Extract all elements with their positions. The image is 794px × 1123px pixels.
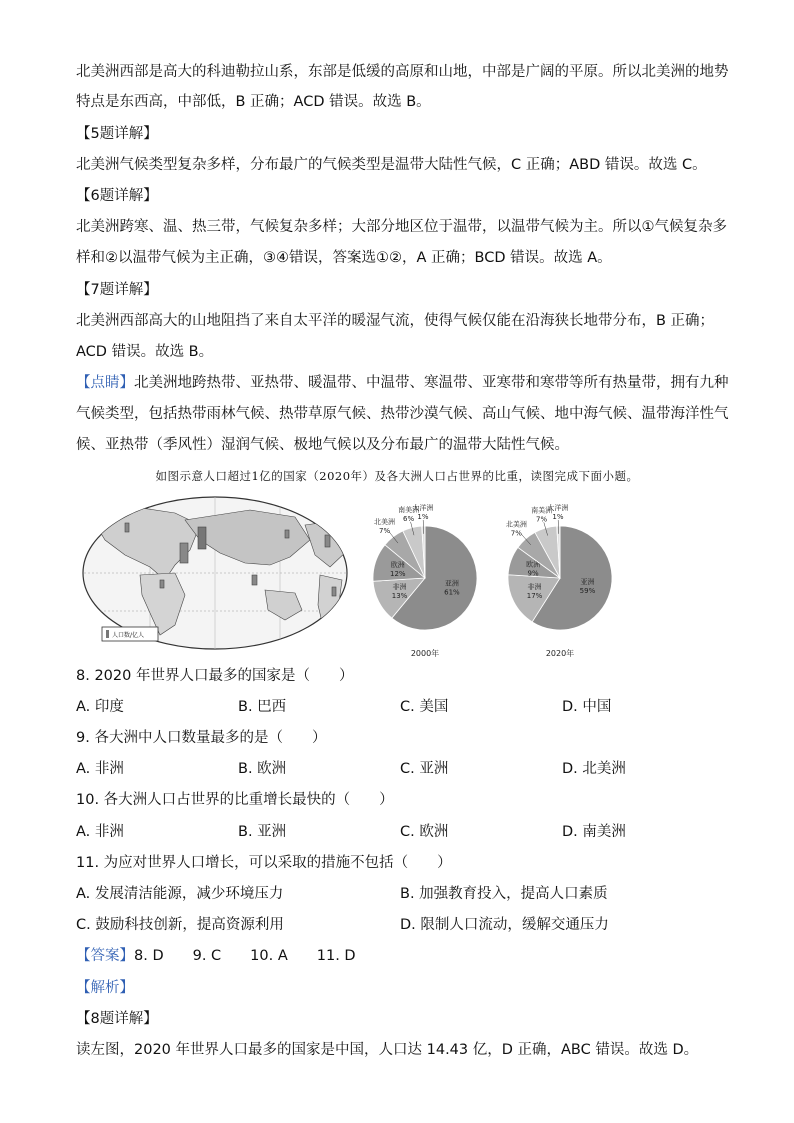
analysis-label: 【解析】 <box>76 980 134 996</box>
paragraph-line: 北美洲西部高大的山地阻挡了来自太平洋的暖湿气流，使得气候仅能在沿海狭长地带分布，B 正确； <box>76 313 715 329</box>
q9-option-b[interactable]: B. 欧洲 <box>238 761 287 777</box>
pie-label-南美洲: 南美洲 6% <box>398 506 420 524</box>
paragraph-line: ACD 错误。故选 B。 <box>76 344 214 360</box>
q10-option-d[interactable]: D. 南美洲 <box>562 824 626 840</box>
pie-label-亚洲: 亚洲 59% <box>579 577 596 595</box>
population-bar-china <box>198 527 206 549</box>
section-heading-8: 【8题详解】 <box>76 1011 158 1027</box>
pie-label-北美洲: 北美洲 7% <box>505 520 527 538</box>
q11-option-c[interactable]: C. 鼓励科技创新，提高资源利用 <box>76 917 284 933</box>
section-heading-7: 【7题详解】 <box>76 282 158 298</box>
pie-label-非洲: 非洲 17% <box>526 582 543 600</box>
map-legend-label: 人口数/亿人 <box>112 632 145 639</box>
figure-caption: 如图示意人口超过1亿的国家（2020年）及各大洲人口占世界的比重，读图完成下面小题。 <box>155 469 639 483</box>
pie-label-非洲: 非洲 13% <box>391 582 408 600</box>
pie-label-大洋洲: 大洋洲 1% <box>547 504 569 522</box>
q9-option-a[interactable]: A. 非洲 <box>76 761 124 777</box>
answer-label: 【答案】 <box>76 948 134 964</box>
q10-option-b[interactable]: B. 亚洲 <box>238 824 287 840</box>
pie-chart-title: 2000年 <box>410 649 440 658</box>
paragraph-line: 北美洲西部是高大的科迪勒拉山系，东部是低缓的高原和山地，中部是广阔的平原。所以北美洲的地势 <box>76 64 729 80</box>
pie-label-北美洲: 北美洲 7% <box>374 517 396 535</box>
q9-option-c[interactable]: C. 亚洲 <box>400 761 449 777</box>
pie-chart-2000 <box>355 500 495 662</box>
section-heading-5: 【5题详解】 <box>76 126 158 142</box>
q8-option-b[interactable]: B. 巴西 <box>238 699 287 715</box>
q9-option-d[interactable]: D. 北美洲 <box>562 761 626 777</box>
question-11-stem: 11. 为应对世界人口增长，可以采取的措施不包括（ ） <box>76 855 452 871</box>
q10-option-a[interactable]: A. 非洲 <box>76 824 124 840</box>
population-bar-india <box>180 543 188 563</box>
q10-option-c[interactable]: C. 欧洲 <box>400 824 449 840</box>
population-bar-nigeria <box>160 580 164 588</box>
paragraph-line: 北美洲气候类型复杂多样，分布最广的气候类型是温带大陆性气候，C 正确；ABD 错误。故选 C。 <box>76 157 707 173</box>
dianjing-line <box>76 373 729 393</box>
pie-label-亚洲: 亚洲 61% <box>444 579 460 597</box>
q8-option-c[interactable]: C. 美国 <box>400 699 449 715</box>
population-bar-usa <box>325 535 330 547</box>
question-10-stem: 10. 各大洲人口占世界的比重增长最快的（ ） <box>76 792 394 808</box>
question-9-stem: 9. 各大洲中人口数量最多的是（ ） <box>76 730 327 746</box>
q11-option-d[interactable]: D. 限制人口流动，缓解交通压力 <box>400 917 609 933</box>
q8-option-d[interactable]: D. 中国 <box>562 699 612 715</box>
detail-8-text: 读左图，2020 年世界人口最多的国家是中国，人口达 14.43 亿，D 正确，ABC 错误。故选 D。 <box>76 1042 699 1058</box>
paragraph-line: 候、亚热带（季风性）湿润气候、极地气候以及分布最广的温带大陆性气候。 <box>76 437 569 453</box>
population-bar-brazil <box>332 587 336 596</box>
world-population-map <box>80 495 350 657</box>
pie-label-欧洲: 欧洲 12% <box>390 561 406 579</box>
population-bar-japan <box>285 530 289 538</box>
question-8-stem: 8. 2020 年世界人口最多的国家是（ ） <box>76 668 354 684</box>
q11-option-b[interactable]: B. 加强教育投入，提高人口素质 <box>400 886 608 902</box>
q8-option-a[interactable]: A. 印度 <box>76 699 124 715</box>
population-bar-indonesia <box>252 575 257 585</box>
legend-bar-swatch <box>106 630 109 638</box>
pie-chart-2020 <box>490 500 630 662</box>
pie-label-南美洲: 南美洲 7% <box>531 506 553 524</box>
paragraph-line: 气候类型，包括热带雨林气候、热带草原气候、热带沙漠气候、高山气候、地中海气候、温带海洋性气 <box>76 406 729 422</box>
paragraph-line: 特点是东西高，中部低，B 正确；ACD 错误。故选 B。 <box>76 94 431 110</box>
q11-option-a[interactable]: A. 发展清洁能源，减少环境压力 <box>76 886 284 902</box>
south-america-landmass <box>318 575 342 635</box>
dianjing-text: 北美洲地跨热带、亚热带、暖温带、中温带、寒温带、亚寒带和寒带等所有热量带，拥有九种 <box>134 375 729 391</box>
population-bar-russia <box>125 523 129 532</box>
pie-label-大洋洲: 大洋洲 1% <box>412 504 434 522</box>
pie-label-欧洲: 欧洲 9% <box>526 560 541 578</box>
answer-text: 8. D 9. C 10. A 11. D <box>134 948 356 964</box>
section-heading-6: 【6题详解】 <box>76 188 158 204</box>
paragraph-line: 北美洲跨寒、温、热三带，气候复杂多样；大部分地区位于温带，以温带气候为主。所以①气候复杂多 <box>76 219 727 235</box>
answer-line <box>76 946 356 966</box>
pie-chart-title: 2020年 <box>545 649 575 658</box>
dianjing-label: 【点睛】 <box>76 375 134 391</box>
paragraph-line: 样和②以温带气候为主正确，③④错误，答案选①②，A 正确；BCD 错误。故选 A。 <box>76 250 612 266</box>
